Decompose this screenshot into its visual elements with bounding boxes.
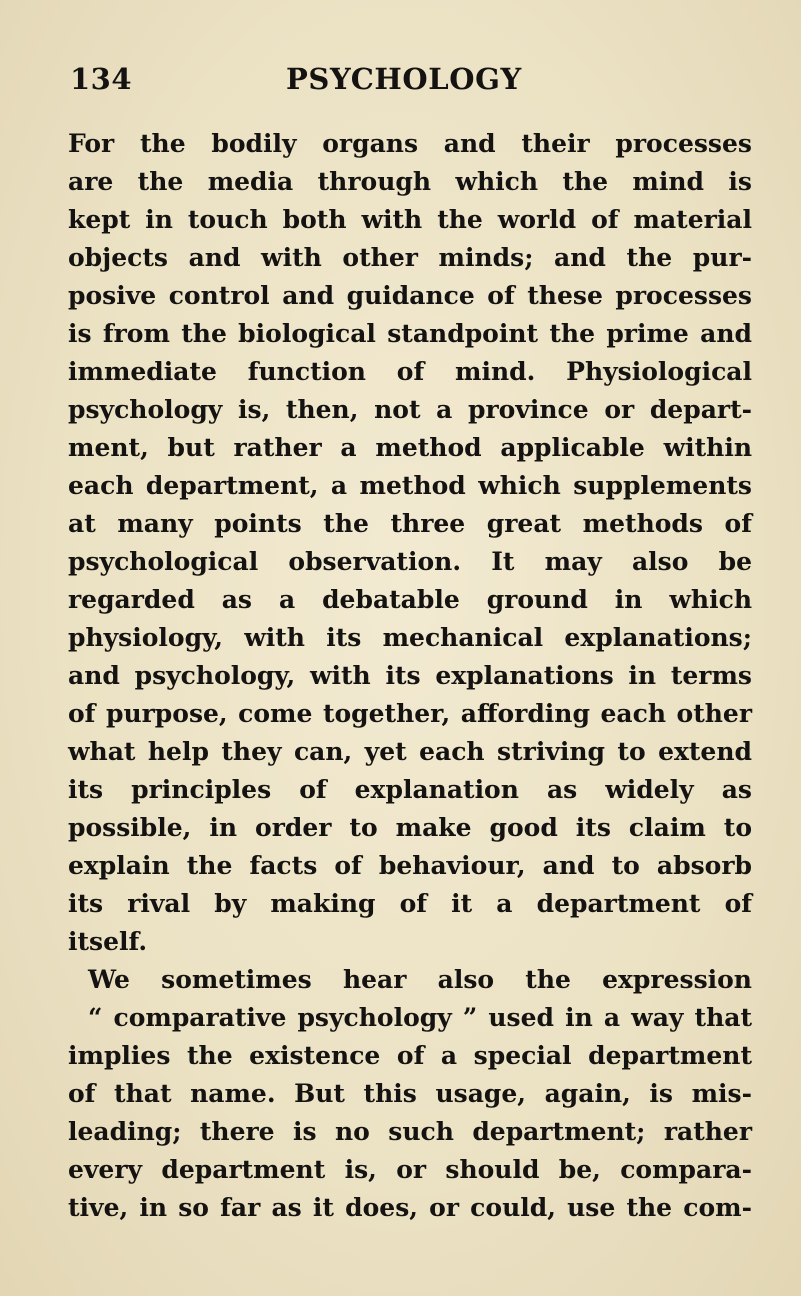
text-line: its rival by making of it a department of: [68, 889, 752, 918]
text-line: possible, in order to make good its claim to: [68, 813, 752, 842]
text-line: We sometimes hear also the expression: [88, 965, 752, 994]
text-line: at many points the three great methods of: [68, 509, 752, 538]
text-line: tive, in so far as it does, or could, use the com-: [68, 1193, 752, 1222]
text-line: what help they can, yet each striving to extend: [68, 737, 752, 766]
text-line: objects and with other minds; and the pur-: [68, 243, 752, 272]
text-line: itself.: [68, 927, 148, 956]
text-line: kept in touch both with the world of material: [68, 205, 752, 234]
running-head: [70, 62, 750, 102]
text-line: explain the facts of behaviour, and to absorb: [68, 851, 752, 880]
text-line: regarded as a debatable ground in which: [68, 585, 752, 614]
text-line: is from the biological standpoint the prime and: [68, 319, 752, 348]
text-line: of that name. But this usage, again, is mis-: [68, 1079, 752, 1108]
text-line: implies the existence of a special department: [68, 1041, 752, 1070]
paragraph-2: [68, 961, 752, 1227]
page-number: 134: [70, 62, 133, 96]
text-line: and psychology, with its explanations in terms: [68, 661, 752, 690]
text-line: psychological observation. It may also be: [68, 547, 752, 576]
text-line: psychology is, then, not a province or depart-: [68, 395, 752, 424]
body-text: [68, 125, 752, 1227]
text-line: For the bodily organs and their processes: [68, 129, 752, 158]
text-line: each department, a method which supplements: [68, 471, 752, 500]
text-line: immediate function of mind. Physiological: [68, 357, 752, 386]
text-line: posive control and guidance of these processes: [68, 281, 752, 310]
text-line: ment, but rather a method applicable within: [68, 433, 752, 462]
text-line: of purpose, come together, affording each other: [68, 699, 752, 728]
text-line: leading; there is no such department; rather: [68, 1117, 752, 1146]
text-line: every department is, or should be, compara-: [68, 1155, 752, 1184]
running-title: PSYCHOLOGY: [286, 62, 522, 96]
text-line: its principles of explanation as widely as: [68, 775, 752, 804]
text-line: physiology, with its mechanical explanations;: [68, 623, 752, 652]
paragraph-1: [68, 125, 752, 961]
text-line: “ comparative psychology ” used in a way that: [88, 1003, 752, 1032]
text-line: are the media through which the mind is: [68, 167, 752, 196]
